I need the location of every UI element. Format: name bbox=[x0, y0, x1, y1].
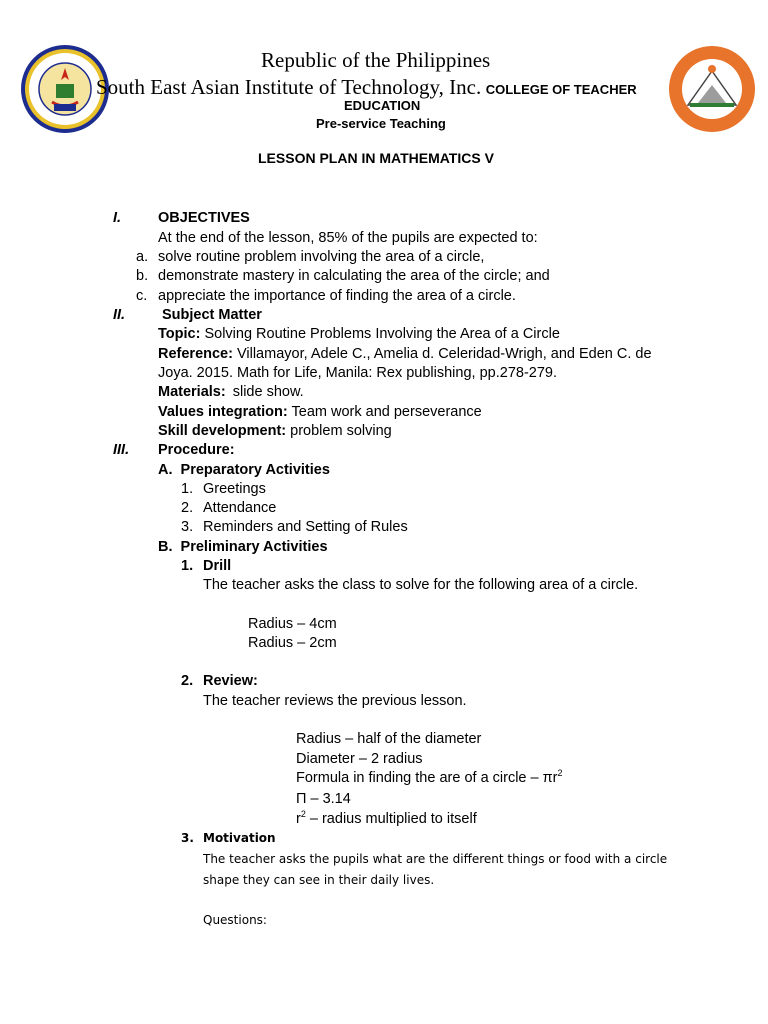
prep-marker: 3. bbox=[181, 519, 194, 535]
drill-text: The teacher asks the class to solve for the following area of a circle. bbox=[203, 577, 639, 593]
college-name: COLLEGE OF TEACHER bbox=[485, 82, 637, 97]
prep-item: Reminders and Setting of Rules bbox=[203, 519, 408, 535]
prep-marker: 2. bbox=[181, 500, 194, 516]
radius-squared-line bbox=[296, 810, 477, 829]
section-num-2: II. bbox=[113, 307, 126, 323]
questions-label: Questions: bbox=[203, 913, 267, 927]
preliminary-heading: B. Preliminary Activities bbox=[158, 539, 328, 555]
objectives-intro: At the end of the lesson, 85% of the pupils are expected to: bbox=[158, 230, 538, 246]
motivation-text-cont: shape they can see in their daily lives. bbox=[203, 873, 435, 887]
section-num-3: III. bbox=[113, 442, 130, 458]
procedure-heading: Procedure: bbox=[158, 442, 235, 458]
values-value: Team work and perseverance bbox=[291, 404, 482, 420]
reference-value: Villamayor, Adele C., Amelia d. Celeridad-Wrigh, and Eden C. de bbox=[236, 346, 652, 362]
review-text: The teacher reviews the previous lesson. bbox=[203, 693, 467, 709]
objective-marker: c. bbox=[136, 288, 148, 304]
reference-cont: Joya. 2015. Math for Life, Manila: Rex publishing, pp.278-279. bbox=[158, 365, 557, 381]
review-item: Π – 3.14 bbox=[296, 791, 351, 807]
skill-label: Skill development: bbox=[158, 423, 287, 439]
topic-value: Solving Routine Problems Involving the Area of a Circle bbox=[204, 326, 560, 342]
preparatory-heading: A. Preparatory Activities bbox=[158, 462, 330, 478]
objective-item: appreciate the importance of finding the area of a circle. bbox=[158, 288, 516, 304]
materials-line bbox=[158, 383, 304, 402]
institute-seal-right bbox=[668, 45, 756, 133]
prep-item: Greetings bbox=[203, 481, 266, 497]
drill-heading: Drill bbox=[203, 558, 232, 574]
objective-item: demonstrate mastery in calculating the area of the circle; and bbox=[158, 268, 550, 284]
lesson-title: LESSON PLAN IN MATHEMATICS V bbox=[258, 150, 494, 166]
radius-symbol: r bbox=[296, 811, 301, 827]
values-label: Values integration: bbox=[158, 404, 288, 420]
formula-line bbox=[296, 769, 562, 788]
topic-label: Topic: bbox=[158, 326, 201, 342]
republic-header: Republic of the Philippines bbox=[261, 48, 491, 72]
motivation-text: The teacher asks the pupils what are the different things or food with a circle bbox=[203, 852, 668, 866]
review-item: Diameter – 2 radius bbox=[296, 751, 423, 767]
drill-marker: 1. bbox=[181, 558, 194, 574]
program-name: Pre-service Teaching bbox=[316, 116, 446, 131]
section-num-1: I. bbox=[113, 210, 122, 226]
review-heading: Review: bbox=[203, 673, 258, 689]
institute-header bbox=[96, 75, 637, 100]
formula-text: Formula in finding the are of a circle – πr bbox=[296, 770, 558, 786]
materials-label: Materials: bbox=[158, 384, 226, 400]
skill-value: problem solving bbox=[290, 423, 392, 439]
objectives-heading: OBJECTIVES bbox=[158, 210, 250, 226]
prep-item: Attendance bbox=[203, 500, 277, 516]
radius-exponent: 2 bbox=[300, 809, 306, 820]
review-marker: 2. bbox=[181, 673, 194, 689]
reference-label: Reference: bbox=[158, 346, 233, 362]
review-item: Radius – half of the diameter bbox=[296, 731, 482, 747]
formula-exponent: 2 bbox=[557, 768, 563, 779]
values-line bbox=[158, 403, 482, 422]
topic-line bbox=[158, 325, 560, 344]
materials-value: slide show. bbox=[232, 384, 304, 400]
motivation-heading: Motivation bbox=[203, 831, 276, 845]
motivation-marker: 3. bbox=[181, 831, 194, 845]
radius-squared-text: – radius multiplied to itself bbox=[309, 811, 477, 827]
objective-marker: b. bbox=[136, 268, 149, 284]
prep-marker: 1. bbox=[181, 481, 194, 497]
drill-item: Radius – 4cm bbox=[248, 616, 337, 632]
institute-name: South East Asian Institute of Technology, Inc. bbox=[96, 75, 482, 99]
subject-heading: Subject Matter bbox=[162, 307, 262, 323]
college-name-cont: EDUCATION bbox=[344, 98, 421, 113]
reference-line bbox=[158, 345, 652, 364]
objective-item: solve routine problem involving the area of a circle, bbox=[158, 249, 485, 265]
objective-marker: a. bbox=[136, 249, 149, 265]
drill-item: Radius – 2cm bbox=[248, 635, 337, 651]
skill-line bbox=[158, 422, 392, 441]
